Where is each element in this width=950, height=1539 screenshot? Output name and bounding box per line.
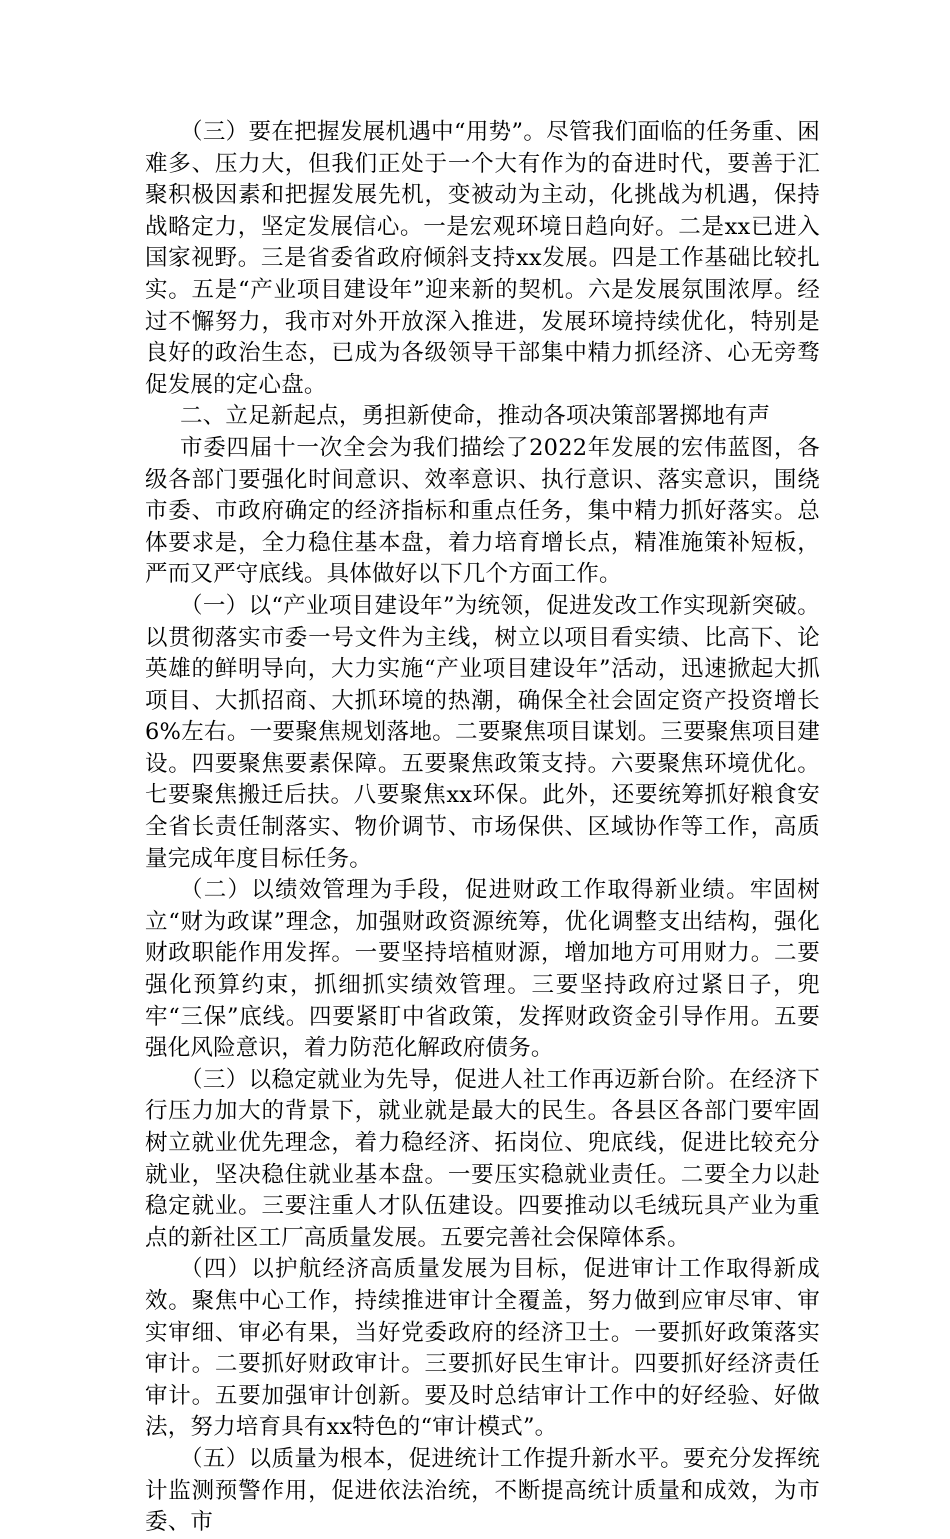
paragraph-statistics: （五）以质量为根本，促进统计工作提升新水平。要充分发挥统计监测预警作用，促进依法治统，不断提高统计质量和成效，为市委、市 [145, 1445, 820, 1536]
paragraph-finance: （二）以绩效管理为手段，促进财政工作取得新业绩。牢固树立“财为政谋”理念，加强财政资源统筹，优化调整支出结构，强化财政职能作用发挥。一要坚持培植财源，增加地方可用财力。二要强化预算约束，抓细抓实绩效管理。三要坚持政府过紧日子，兜牢“三保”底线。四要紧盯中省政策，发挥财政资金引导作用。五要强化风险意识，着力防范化解政府债务。 [145, 877, 820, 1062]
section-heading-two: 二、立足新起点，勇担新使命，推动各项决策部署掷地有声 [180, 403, 771, 430]
paragraph-plenary-blueprint: 市委四届十一次全会为我们描绘了2022年发展的宏伟蓝图，各级各部门要强化时间意识、效率意识、执行意识、落实意识，围绕市委、市政府确定的经济指标和重点任务，集中精力抓好落实。总体要求是，全力稳住基本盘，着力培育增长点，精准施策补短板，严而又严守底线。具体做好以下几个方面工作。 [145, 434, 820, 588]
paragraph-use-momentum: （三）要在把握发展机遇中“用势”。尽管我们面临的任务重、困难多、压力大，但我们正处于一个大有作为的奋进时代，要善于汇聚积极因素和把握发展先机，变被动为主动，化挑战为机遇，保持战略定力，坚定发展信心。一是宏观环境日趋向好。二是xx已进入国家视野。三是省委省政府倾斜支持xx发展。四是工作基础比较扎实。五是“产业项目建设年”迎来新的契机。六是发展氛围浓厚。经过不懈努力，我市对外开放深入推进，发展环境持续优化，特别是良好的政治生态，已成为各级领导干部集中精力抓经济、心无旁骛促发展的定心盘。 [145, 119, 820, 398]
paragraph-employment: （三）以稳定就业为先导，促进人社工作再迈新台阶。在经济下行压力加大的背景下，就业就是最大的民生。各县区各部门要牢固树立就业优先理念，着力稳经济、拓岗位、兜底线，促进比较充分就业，坚决稳住就业基本盘。一要压实稳就业责任。二要全力以赴稳定就业。三要注重人才队伍建设。四要推动以毛绒玩具产业为重点的新社区工厂高质量发展。五要完善社会保障体系。 [145, 1066, 820, 1251]
paragraph-development-reform: （一）以“产业项目建设年”为统领，促进发改工作实现新突破。以贯彻落实市委一号文件为主线，树立以项目看实绩、比高下、论英雄的鲜明导向，大力实施“产业项目建设年”活动，迅速掀起大抓项目、大抓招商、大抓环境的热潮，确保全社会固定资产投资增长6%左右。一要聚焦规划落地。二要聚焦项目谋划。三要聚焦项目建设。四要聚焦要素保障。五要聚焦政策支持。六要聚焦环境优化。七要聚焦搬迁后扶。八要聚焦xx环保。此外，还要统筹抓好粮食安全省长责任制落实、物价调节、市场保供、区域协作等工作，高质量完成年度目标任务。 [145, 592, 820, 872]
paragraph-audit: （四）以护航经济高质量发展为目标，促进审计工作取得新成效。聚焦中心工作，持续推进审计全覆盖，努力做到应审尽审、审实审细、审必有果，当好党委政府的经济卫士。一要抓好政策落实审计。二要抓好财政审计。三要抓好民生审计。四要抓好经济责任审计。五要加强审计创新。要及时总结审计工作中的好经验、好做法，努力培育具有xx特色的“审计模式”。 [145, 1256, 820, 1441]
